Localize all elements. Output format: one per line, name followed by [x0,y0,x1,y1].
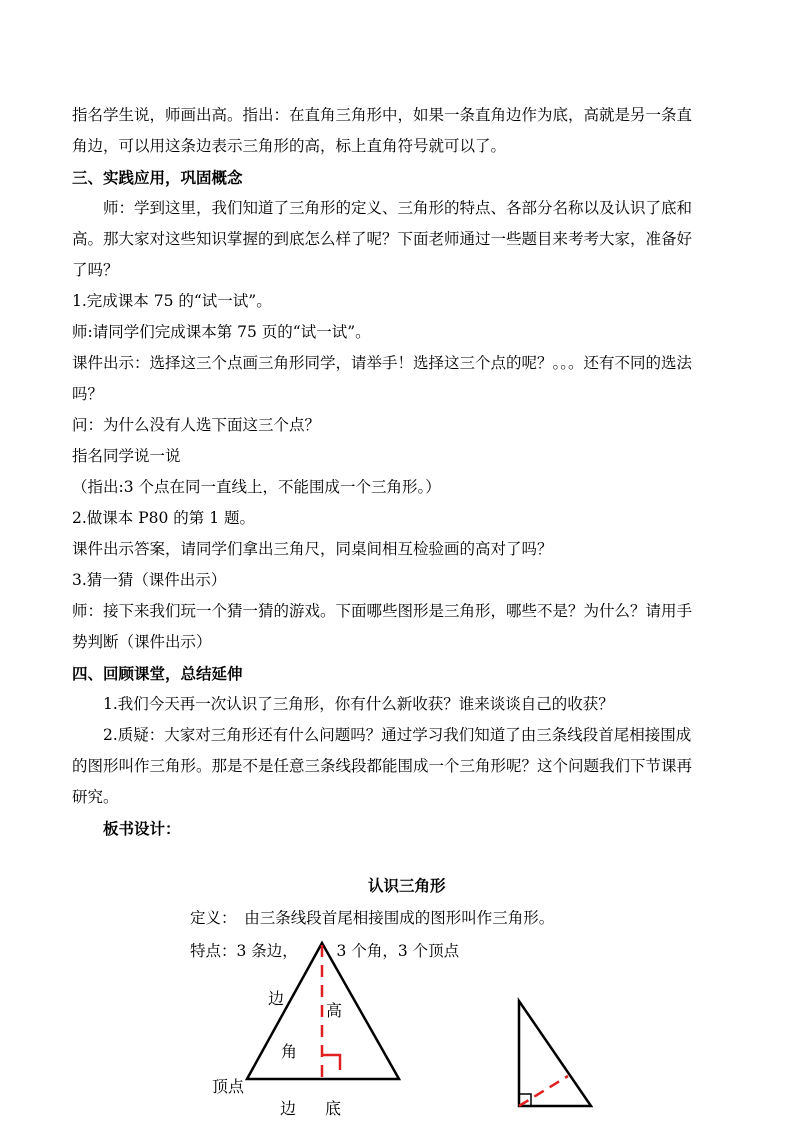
paragraph-line: 2.质疑：大家对三角形还有什么问题吗？通过学习我们知道了由三条线段首尾相接围成 [103,726,692,744]
paragraph-line: 师：学到这里，我们知道了三角形的定义、三角形的特点、各部分名称以及认识了底和 [103,199,693,217]
label-angle: 角 [281,1042,298,1061]
paragraph-line: 的图形叫作三角形。那是不是任意三条线段都能围成一个三角形呢？这个问题我们下节课再 [72,757,693,775]
label-base: 底 [325,1099,342,1118]
right-triangle [519,1001,591,1106]
board-title: 认识三角形 [368,876,446,895]
paragraph-line: 吗？ [72,385,104,403]
board-definition: 定义： 由三条线段首尾相接围成的图形叫作三角形。 [190,909,555,927]
paragraph-line: 高。那大家对这些知识掌握的到底怎么样了呢？下面老师通过一些题目来考考大家，准备好 [72,230,693,248]
paragraph-line: 师：接下来我们玩一个猜一猜的游戏。下面哪些图形是三角形，哪些不是？为什么？请用手 [72,602,693,620]
paragraph-line: 角边，可以用这条边表示三角形的高，标上直角符号就可以了。 [72,137,507,155]
paragraph-line: （指出:3 个点在同一直线上，不能围成一个三角形。） [72,478,441,496]
section-heading: 板书设计： [103,819,181,838]
right-triangle-height-line [519,1076,568,1106]
section-heading: 三、实践应用，巩固概念 [72,168,243,187]
section-heading: 四、回顾课堂，总结延伸 [72,664,243,683]
paragraph-line: 师:请同学们完成课本第 75 页的“试一试”。 [72,323,371,341]
paragraph-line: 课件出示答案，请同学们拿出三角尺，同桌间相互检验画的高对了吗？ [72,540,553,558]
paragraph-line: 势判断（课件出示） [72,633,212,651]
paragraph-line: 了吗？ [72,261,119,279]
paragraph-line: 1.我们今天再一次认识了三角形，你有什么新收获？谁来谈谈自己的收获？ [103,695,614,713]
paragraph-line: 指名同学说一说 [72,447,181,465]
paragraph-line: 指名学生说，师画出高。指出：在直角三角形中，如果一条直角边作为底，高就是另一条直 [72,106,693,124]
label-vertex: 顶点 [212,1077,245,1096]
label-edge-bottom: 边 [280,1099,297,1118]
board-features: 特点：3 条边， 3 个角，3 个顶点 [190,942,460,960]
paragraph-line: 课件出示：选择这三个点画三角形同学，请举手！选择这三个点的呢？。。。还有不同的选法 [72,354,693,372]
right-angle-mark [322,1055,340,1070]
paragraph-line: 3.猜一猜（课件出示） [72,571,227,589]
paragraph-line: 问：为什么没有人选下面这三个点？ [72,416,321,434]
paragraph-line: 研究。 [72,788,119,806]
paragraph-line: 1.完成课本 75 的“试一试”。 [72,292,272,310]
label-edge-left: 边 [268,989,285,1008]
paragraph-line: 2.做课本 P80 的第 1 题。 [72,509,256,527]
label-height: 高 [326,1001,343,1020]
